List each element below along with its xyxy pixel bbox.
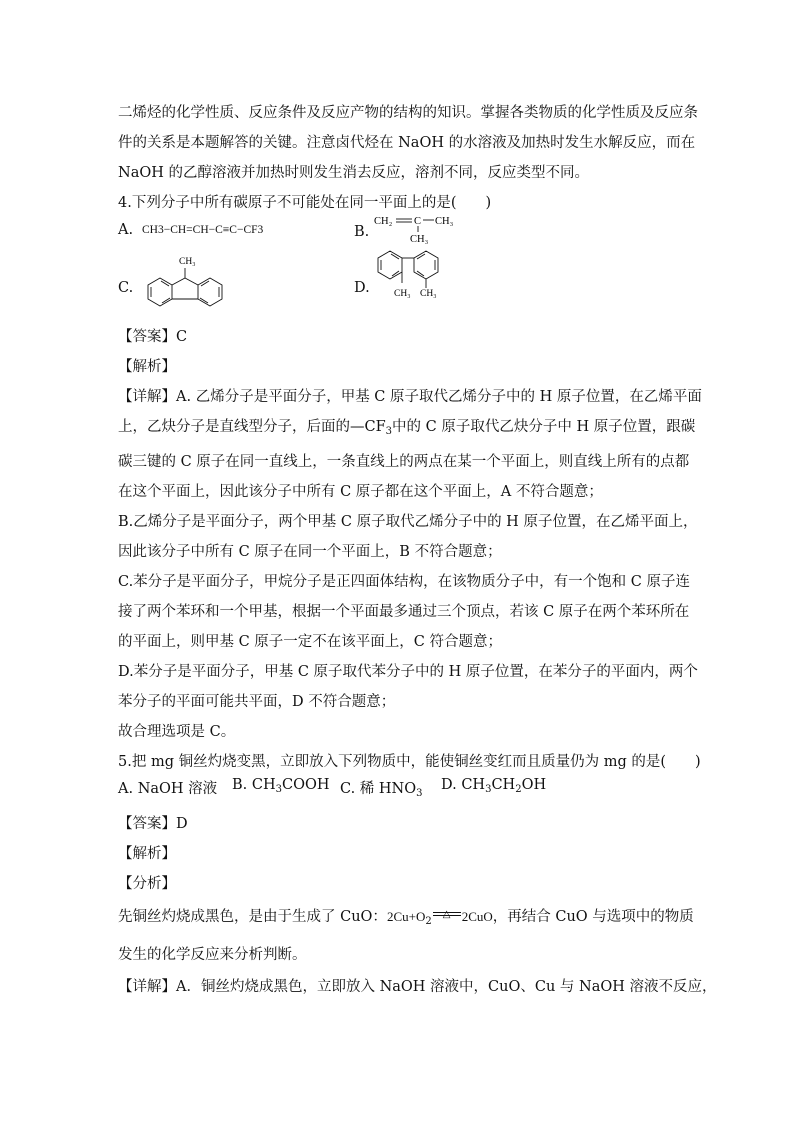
- q5-option-b-sub: 3: [275, 784, 282, 795]
- q4-detail-a-2b: 中的 C 原子取代乙炔分子中 H 原子位置，跟碳: [392, 419, 696, 435]
- intro-line-3: NaOH 的乙醇溶液并加热时则发生消去反应，溶剂不同，反应类型不同。: [118, 165, 589, 181]
- q5-detail-1: 【详解】A．铜丝灼烧成黑色，立即放入 NaOH 溶液中，CuO、Cu 与 NaOH 溶液不反应，: [118, 979, 717, 995]
- q4-options-cd: [118, 258, 678, 320]
- q4-stem: 4.下列分子中所有碳原子不可能处在同一平面上的是( ): [118, 195, 492, 211]
- q4-detail-b-1: B.乙烯分子是平面分子，两个甲基 C 原子取代乙烯分子中的 H 原子位置，在乙烯平面上，: [118, 514, 698, 530]
- q4-detail-c-3: 的平面上，则甲基 C 原子一定不在该平面上，C 符合题意；: [118, 634, 503, 650]
- q4-detail-c-2: 接了两个苯环和一个甲基，根据一个平面最多通过三个顶点，若该 C 原子在两个苯环所在: [118, 604, 690, 620]
- q5-fenxi-2: 发生的化学反应来分析判断。: [118, 947, 307, 963]
- q4-option-c-structure: [140, 252, 230, 314]
- q5-stem: 5.把 mg 铜丝灼烧变黑，立即放入下列物质中，能使铜丝变红而且质量仍为 mg 的是( ): [118, 754, 701, 770]
- q4-detail-a-4: 在这个平面上，因此该分子中所有 C 原子都在这个平面上，A 不符合题意；: [118, 484, 603, 500]
- q4-detail-b-2: 因此该分子中所有 C 原子在同一个平面上，B 不符合题意；: [118, 544, 502, 560]
- q4-analysis-title: 【解析】: [118, 359, 176, 375]
- q5-option-b: [232, 777, 330, 795]
- q4-d-ch3-label-2: CH₃: [420, 289, 437, 299]
- q4-b-ch2-label: CH₂: [374, 216, 393, 227]
- q4-detail-a-2-sub: 3: [385, 426, 393, 437]
- q5-option-d-sub-1: 3: [485, 784, 492, 795]
- q5-fenxi-1: [118, 899, 694, 940]
- q5-equation-arrow: [432, 908, 462, 922]
- q5-equation-condition: △: [442, 909, 451, 920]
- q5-option-d-part-2: CH: [491, 777, 516, 793]
- q4-option-d-label: D.: [354, 280, 370, 296]
- q4-detail-d-2: 苯分子的平面可能共平面，D 不符合题意；: [118, 694, 396, 710]
- q4-b-c-label: C: [414, 216, 422, 227]
- q4-option-a-formula: CH3−CH=CH−C≡C−CF3: [142, 224, 264, 236]
- q5-fenxi-title: 【分析】: [118, 876, 176, 892]
- q5-analysis-title: 【解析】: [118, 846, 176, 862]
- q4-detail-a-1: 【详解】A. 乙烯分子是平面分子，甲基 C 原子取代乙烯分子中的 H 原子位置，在乙烯平面: [118, 389, 702, 405]
- q4-option-d-structure: [374, 238, 454, 318]
- q5-option-d-part-3: OH: [521, 777, 547, 793]
- q5-option-d-part-1: D. CH: [441, 777, 486, 793]
- q5-option-d: [441, 777, 546, 795]
- q5-option-d-sub-2: 2: [515, 784, 522, 795]
- q5-fenxi-1a: 先铜丝灼烧成黑色，是由于生成了 CuO：: [118, 909, 387, 925]
- q4-c-ch3-label: CH₃: [179, 257, 196, 267]
- q4-detail-c-1: C.苯分子是平面分子，甲烷分子是正四面体结构，在该物质分子中，有一个饱和 C 原子连: [118, 574, 690, 590]
- document-page: [118, 98, 717, 1002]
- q4-detail-a-2a: 上，乙炔分子是直线型分子，后面的—CF: [118, 419, 386, 435]
- q5-equation-right: 2CuO: [461, 909, 493, 924]
- q5-option-c-part-1: C. 稀 HNO: [340, 781, 417, 797]
- q4-b-ch3-label-1: CH₃: [435, 216, 454, 227]
- q4-conclusion: 故合理选项是 C。: [118, 724, 236, 740]
- q5-option-a: A. NaOH 溶液: [118, 781, 218, 797]
- q4-option-a-label: A.: [118, 222, 134, 238]
- q5-equation-sub: 2: [425, 916, 432, 927]
- q4-d-ch3-label-1: CH₃: [394, 289, 411, 299]
- q5-answer: 【答案】D: [118, 816, 188, 832]
- q5-option-b-part-2: COOH: [282, 777, 330, 793]
- q4-option-c-label: C.: [118, 280, 134, 296]
- q4-answer: 【答案】C: [118, 329, 188, 345]
- q4-detail-d-1: D.苯分子是平面分子，甲基 C 原子取代苯分子中的 H 原子位置，在苯分子的平面内，两个: [118, 664, 698, 680]
- q5-equation-left: 2Cu+O: [386, 909, 426, 924]
- intro-line-1: 二烯烃的化学性质、反应条件及反应产物的结构的知识。掌握各类物质的化学性质及反应条: [118, 105, 698, 121]
- q4-b-ch3-label-2: CH₃: [410, 234, 429, 245]
- q4-detail-a-2: [118, 412, 696, 447]
- q4-option-b-label: B.: [354, 224, 370, 240]
- intro-line-2: 件的关系是本题解答的关键。注意卤代烃在 NaOH 的水溶液及加热时发生水解反应，而在: [118, 135, 696, 151]
- q5-options: [118, 777, 678, 807]
- q5-option-b-part-1: B. CH: [232, 777, 276, 793]
- q4-detail-a-3: 碳三键的 C 原子在同一直线上，一条直线上的两点在某一个平面上，则直线上所有的点都: [118, 454, 690, 470]
- q5-fenxi-1b: ，再结合 CuO 与选项中的物质: [492, 909, 694, 925]
- q5-option-c: [340, 777, 423, 799]
- q5-option-c-sub: 3: [416, 788, 423, 799]
